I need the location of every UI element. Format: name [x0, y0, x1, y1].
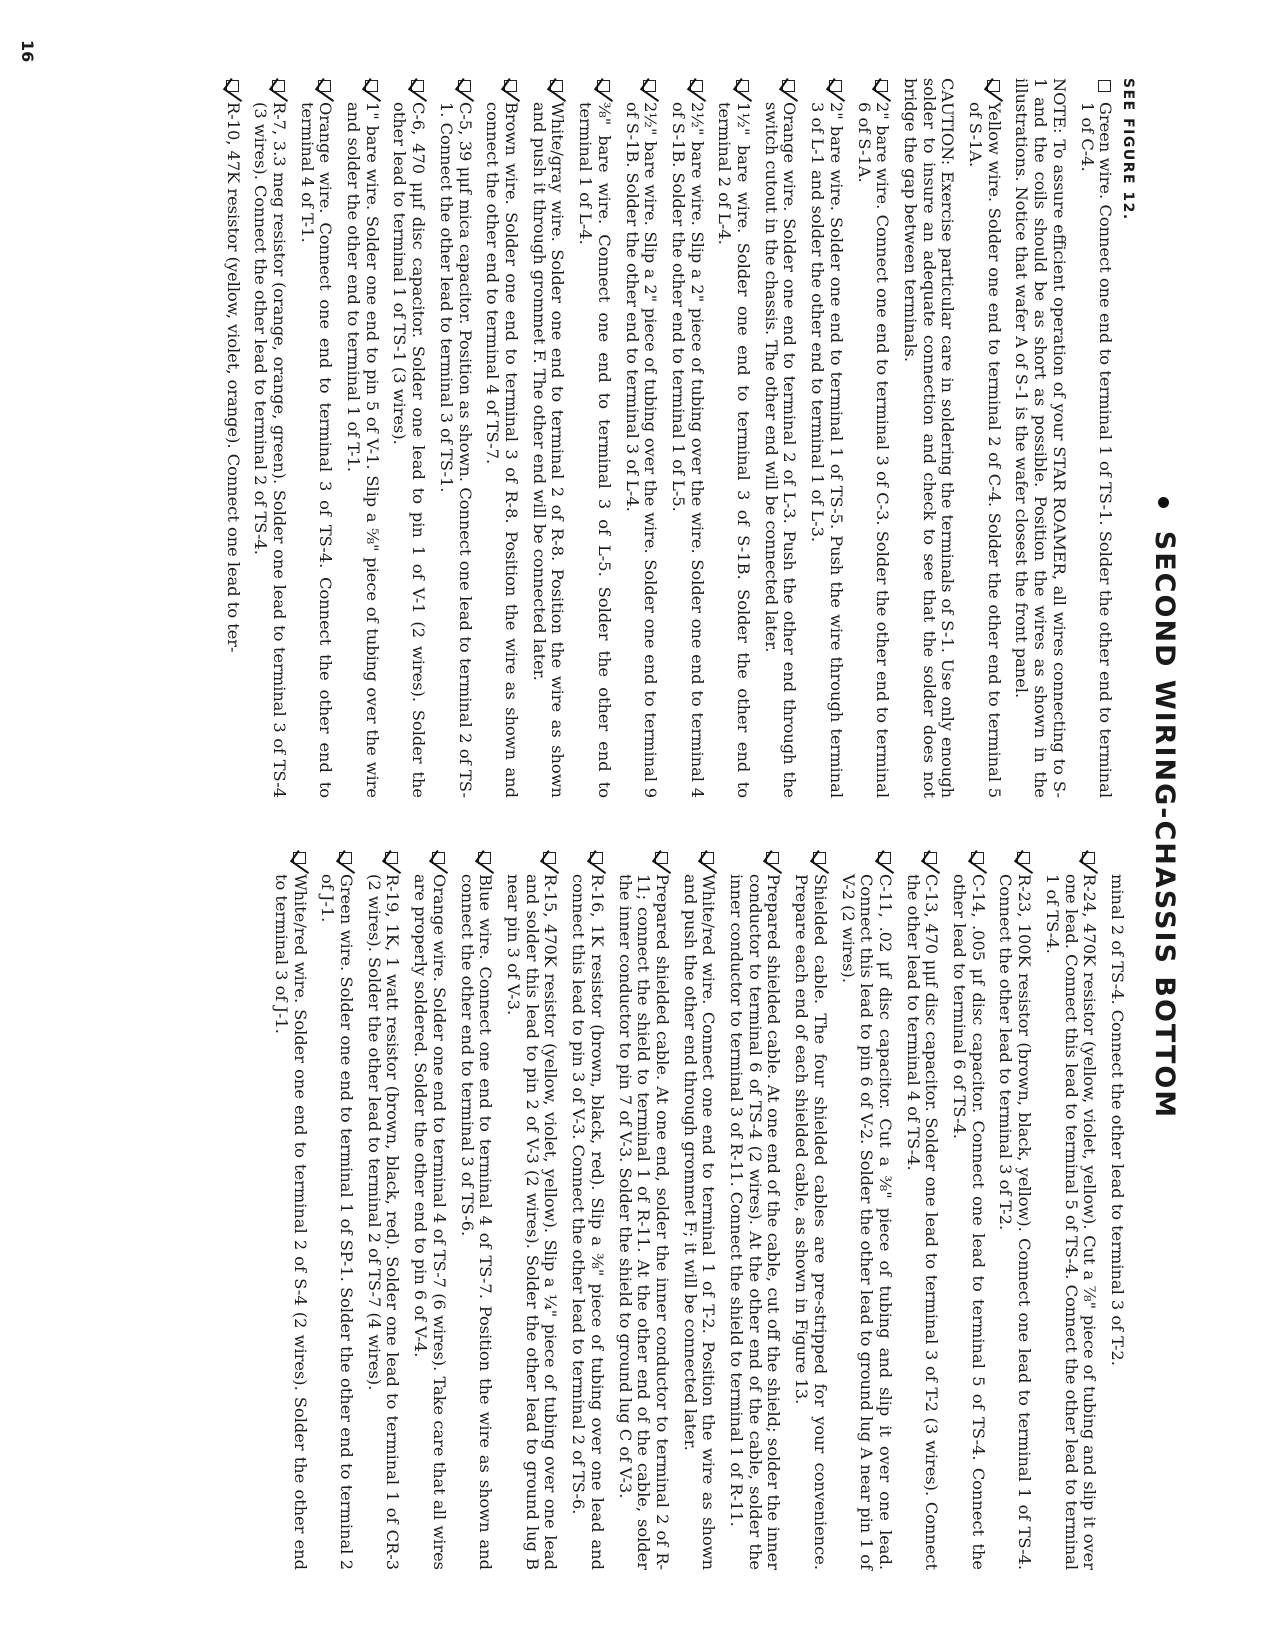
step-text: R-24, 470K resistor (yellow, violet, yellow). Cut a ⅞" piece of tubing and slip it over one lead. Connect this lead to terminal 5 of TS-4. Connect the other lead to terminal 1 of TS-4. — [1042, 874, 1100, 1570]
checked-box-icon[interactable] — [987, 80, 1000, 92]
checked-box-icon[interactable] — [597, 80, 610, 92]
wiring-step — [1077, 78, 1114, 798]
wiring-step — [568, 850, 605, 1570]
step-text: CAUTION: Exercise particular care in soldering the terminals of S-1. Use only enough solder to insure an adequate connection and check to see that the solder does not bridge the gap between terminals. — [900, 78, 958, 798]
checked-box-icon[interactable] — [878, 852, 891, 864]
checked-box-icon[interactable] — [875, 80, 888, 92]
wiring-step — [503, 850, 559, 1570]
wiring-step — [761, 78, 798, 798]
page-title: SECOND WIRING-CHASSIS BOTTOM — [1149, 530, 1180, 1120]
checked-box-icon[interactable] — [386, 852, 399, 864]
checked-box-icon[interactable] — [504, 80, 517, 92]
wiring-step — [949, 850, 986, 1570]
step-text: Orange wire. Connect one end to terminal 3 of TS-4. Connect the other end to terminal 4 of T-1. — [297, 102, 336, 798]
wiring-step — [726, 850, 782, 1570]
step-text: minal 2 of TS-4. Connect the other lead to terminal 3 of T-2. — [1108, 874, 1127, 1366]
step-text: White/red wire. Connect one end to terminal 1 of T-2. Position the wire as shown and push the other end through grommet F; it will be connected later. — [680, 874, 719, 1570]
wiring-step — [436, 78, 473, 798]
checked-box-icon[interactable] — [543, 852, 556, 864]
checked-box-icon[interactable] — [813, 852, 826, 864]
step-text: ⅜" bare wire. Connect one end to terminal 3 of L-5. Solder the other end to terminal 1 of L-4. — [576, 102, 614, 798]
step-text: C-6, 470 μμf disc capacitor. Solder one lead to pin 1 of V-1 (2 wires). Solder the other lead to terminal 1 of TS-1 (3 wires). — [390, 102, 429, 798]
step-text: C-13, 470 μμf disc capacitor. Solder one lead to terminal 3 of T-2 (3 wires). Connect the other lead to terminal 4 of TS-4. — [903, 874, 942, 1570]
step-text: Yellow wire. Solder one end to terminal 2 of C-4. Solder the other end to terminal 5 of S-1A. — [966, 102, 1004, 798]
step-text: Prepared shielded cable. At one end, solder the inner conductor to terminal 2 of R-11; connect the shield to terminal 1 of R-11. At the other end of the cable, solder the inner conductor to pin 7 of V-3. Solder the shield to ground lug C of V-3. — [615, 874, 672, 1570]
section-heading: SEE FIGURE 12. — [1120, 78, 1136, 221]
wiring-step — [668, 78, 705, 798]
checked-box-icon[interactable] — [478, 852, 491, 864]
wiring-step — [457, 850, 494, 1570]
checked-box-icon[interactable] — [766, 852, 779, 864]
step-text: R-19, 1K, 1 watt resistor (brown, black, red). Solder one lead to terminal 1 of CR-3 (2 wires). Solder the other lead to terminal 2 of TS-7 (4 wires). — [364, 874, 403, 1570]
checked-box-icon[interactable] — [655, 852, 668, 864]
left-step-list — [223, 78, 1114, 798]
bullet-dot-icon — [1158, 497, 1169, 508]
wiring-step — [1042, 850, 1098, 1570]
step-text: R-15, 470K resistor (yellow, violet, yellow). Slip a ¼" piece of tubing over one lead and solder this lead to pin 2 of V-3 (2 wires). Solder the other lead to ground lug B near pin 3 of V-3. — [504, 874, 561, 1570]
checked-box-icon[interactable] — [971, 852, 984, 864]
checked-box-icon[interactable] — [590, 852, 603, 864]
checkbox-icon[interactable] — [1098, 80, 1111, 92]
wiring-step — [271, 850, 308, 1570]
checked-box-icon[interactable] — [643, 80, 656, 92]
step-text: R-23, 100K resistor (brown, black, yellow). Connect one lead to terminal 1 of TS-4. Connect the other lead to terminal 3 of T-2. — [996, 874, 1035, 1570]
checked-box-icon[interactable] — [226, 80, 239, 92]
wiring-step — [411, 850, 448, 1570]
checked-box-icon[interactable] — [924, 852, 937, 864]
step-text: Shielded cable. The four shielded cables are pre-stripped for your convenience. Prepare each end of each shielded cable, as shown in Figure 13. — [792, 874, 830, 1570]
step-continuation — [1107, 850, 1126, 1570]
wiring-step — [364, 850, 401, 1570]
wiring-step — [251, 78, 288, 798]
checked-box-icon[interactable] — [736, 80, 749, 92]
wiring-step — [297, 78, 334, 798]
step-text: NOTE: To assure efficient operation of your STAR ROAMER, all wires connecting to S-1 and the coils should be as short as possible. Position the wires as shown in the illustrations. Notice that wafer A of S-1 is the wafer closest the front panel. — [1012, 78, 1069, 798]
wiring-step — [838, 850, 894, 1570]
step-text: Brown wire. Solder one end to terminal 3 of R-8. Position the wire as shown and connect the other end to terminal 4 of TS-7. — [483, 102, 522, 798]
step-text: C-11, .02 μf disc capacitor. Cut a ⅜" piece of tubing and slip it over one lead. Connect this lead to pin 6 of V-2. Solder the other lead to ground lug A near pin 1 of V-2 (2 wires). — [838, 874, 895, 1570]
checked-box-icon[interactable] — [782, 80, 795, 92]
wiring-step — [318, 850, 355, 1570]
checked-box-icon[interactable] — [272, 80, 285, 92]
caution-note — [900, 78, 956, 798]
checked-box-icon[interactable] — [365, 80, 378, 92]
step-text: Green wire. Connect one end to terminal 1 of TS-1. Solder the other end to terminal 1 of C-4. — [1077, 102, 1116, 798]
checked-box-icon[interactable] — [318, 80, 331, 92]
checked-box-icon[interactable] — [411, 80, 424, 92]
checked-box-icon[interactable] — [701, 852, 714, 864]
step-text: Prepared shielded cable. At one end of the cable, cut off the shield; solder the inner conductor to terminal 6 of TS-4 (2 wires). At the other end of the cable, solder the inner conductor to terminal 3 of R-11. Connect the shield to terminal 1 of R-11. — [727, 874, 784, 1570]
step-text: Orange wire. Solder one end to terminal 2 of L-3. Push the other end through the switch cutout in the chassis. The other end will be connected later. — [761, 102, 800, 798]
right-column — [262, 850, 1126, 1570]
step-text: 1" bare wire. Solder one end to pin 5 of V-1. Slip a ⅝" piece of tubing over the wire and solder the other end to terminal 1 of T-1. — [344, 102, 382, 798]
step-text: Orange wire. Solder one end to terminal 4 of TS-7 (6 wires). Take care that all wires are properly soldered. Solder the other end to pin 6 of V-4. — [411, 874, 449, 1570]
left-column — [214, 78, 1137, 798]
wiring-step — [807, 78, 844, 798]
step-text: 1½" bare wire. Solder one end to terminal 3 of S-1B. Solder the other end to terminal 2 of L-4. — [715, 102, 754, 798]
right-step-list — [271, 850, 1126, 1570]
step-text: White/gray wire. Solder one end to terminal 2 of R-8. Position the wire as shown and push it through grommet F. The other end will be connected later. — [529, 102, 568, 798]
step-text: 2" bare wire. Solder one end to terminal 1 of TS-5. Push the wire through terminal 3 of L-1 and solder the other end to terminal 1 of L-3. — [808, 102, 846, 798]
step-text: 2½" bare wire. Slip a 2" piece of tubing over the wire. Solder one end to terminal 4 of S-1B. Solder the other end to terminal 1 of L-5. — [668, 102, 707, 798]
checked-box-icon[interactable] — [293, 852, 306, 864]
wiring-step — [390, 78, 427, 798]
checked-box-icon[interactable] — [339, 852, 352, 864]
wiring-step — [529, 78, 566, 798]
step-text: R-7, 3.3 meg resistor (orange, orange, green). Solder one lead to terminal 3 of TS-4 (3 wires). Connect the other lead to terminal 2 of TS-4. — [251, 102, 289, 798]
step-text: Green wire. Solder one end to terminal 1 of SP-1. Solder the other end to terminal 2 of J-1. — [318, 874, 357, 1570]
wiring-step — [223, 78, 242, 798]
caution-note — [1012, 78, 1068, 798]
wiring-step — [903, 850, 940, 1570]
checked-box-icon[interactable] — [550, 80, 563, 92]
page-number: 16 — [18, 40, 37, 63]
checked-box-icon[interactable] — [690, 80, 703, 92]
step-text: R-10, 47K resistor (yellow, violet, orange). Connect one lead to ter- — [223, 102, 243, 653]
step-text: C-14, .005 μf disc capacitor. Connect one lead to terminal 5 of TS-4. Connect the other lead to terminal 6 of TS-4. — [950, 874, 988, 1570]
wiring-step — [854, 78, 891, 798]
wiring-step — [996, 850, 1033, 1570]
wiring-step — [483, 78, 520, 798]
checked-box-icon[interactable] — [432, 852, 445, 864]
step-text: C-5, 39 μμf mica capacitor. Position as shown. Connect one lead to terminal 2 of TS-1. Connect the other lead to terminal 3 of TS-1. — [436, 102, 475, 798]
step-text: 2" bare wire. Connect one end to terminal 3 of C-3. Solder the other end to terminal 6 of S-1A. — [854, 102, 893, 798]
wiring-step — [615, 850, 671, 1570]
checked-box-icon[interactable] — [1082, 852, 1095, 864]
wiring-step — [965, 78, 1002, 798]
step-text: 2½" bare wire. Slip a 2" piece of tubing over the wire. Solder one end to terminal 9 of S-1B. Solder the other end to terminal 3 of L-4. — [622, 102, 661, 798]
wiring-step — [791, 850, 828, 1570]
wiring-step — [343, 78, 380, 798]
checked-box-icon[interactable] — [829, 80, 842, 92]
wiring-step — [622, 78, 659, 798]
step-text: White/red wire. Solder one end to terminal 2 of S-4 (2 wires). Solder the other end to terminal 3 of J-1. — [271, 874, 310, 1570]
step-text: Blue wire. Connect one end to terminal 4 of TS-7. Position the wire as shown and connect the other end to terminal 3 of TS-6. — [457, 874, 496, 1570]
wiring-step — [680, 850, 717, 1570]
wiring-step — [575, 78, 612, 798]
wiring-step — [715, 78, 752, 798]
checked-box-icon[interactable] — [1017, 852, 1030, 864]
checked-box-icon[interactable] — [458, 80, 471, 92]
step-text: R-16, 1K resistor (brown, black, red). Slip a ⅜" piece of tubing over one lead and connect this lead to pin 3 of V-3. Connect the other lead to terminal 2 of TS-6. — [569, 874, 607, 1570]
